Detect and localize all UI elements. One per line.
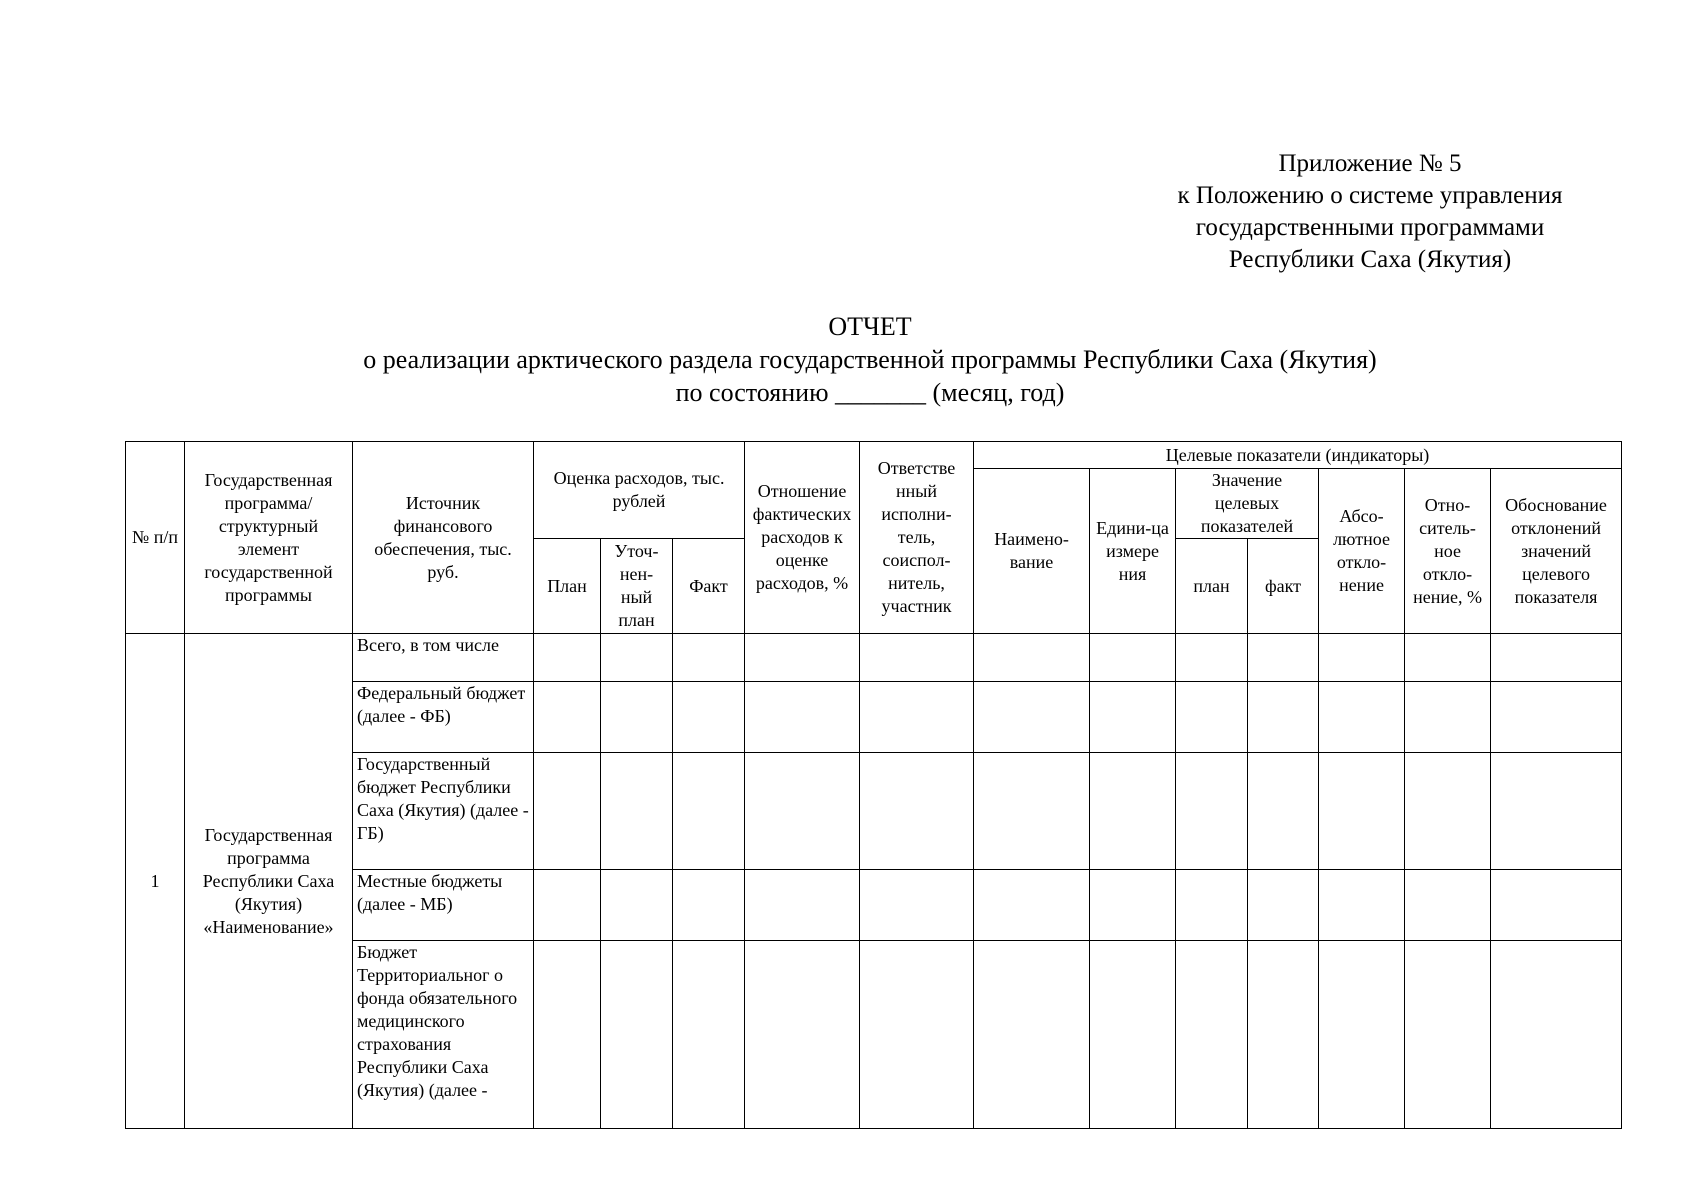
data-cell: [745, 941, 860, 1129]
data-cell: [1319, 682, 1405, 753]
data-cell: [1176, 753, 1248, 870]
data-cell: [534, 682, 601, 753]
data-cell: [1090, 941, 1176, 1129]
data-cell: [1176, 941, 1248, 1129]
data-cell: [534, 753, 601, 870]
row-program: Государственная программа Республики Саха (Якутия) «Наименование»: [185, 634, 353, 1129]
report-title: ОТЧЕТ: [828, 312, 912, 341]
data-cell: [601, 753, 673, 870]
header-plan: План: [534, 539, 601, 634]
header-responsible: Ответстве нный исполни-тель, соиспол-нитель, участник: [860, 442, 974, 634]
data-cell: [1405, 870, 1491, 941]
data-cell: [601, 941, 673, 1129]
data-cell: [1176, 870, 1248, 941]
data-cell: [601, 870, 673, 941]
report-date-line: по состоянию _______ (месяц, год): [675, 378, 1065, 407]
data-cell: [745, 753, 860, 870]
source-cell: Государственный бюджет Республики Саха (Якутия) (далее - ГБ): [353, 753, 534, 870]
data-cell: [1090, 634, 1176, 682]
data-cell: [601, 682, 673, 753]
header-rel-deviation: Отно-ситель-ное откло-нение, %: [1405, 469, 1491, 634]
header-cost-estimate: Оценка расходов, тыс. рублей: [534, 442, 745, 539]
report-table: [125, 441, 1622, 1129]
header-justification: Обоснование отклонений значений целевого показателя: [1491, 469, 1622, 634]
data-cell: [860, 941, 974, 1129]
data-cell: [745, 634, 860, 682]
data-cell: [1491, 634, 1622, 682]
data-cell: [860, 870, 974, 941]
data-cell: [974, 870, 1090, 941]
data-cell: [1248, 634, 1319, 682]
data-cell: [745, 682, 860, 753]
data-cell: [1090, 682, 1176, 753]
header-target-plan: план: [1176, 539, 1248, 634]
data-cell: [974, 941, 1090, 1129]
header-source: Источник финансового обеспечения, тыс. руб.: [353, 442, 534, 634]
data-cell: [745, 870, 860, 941]
appendix-header: [1120, 148, 1620, 276]
data-cell: [673, 870, 745, 941]
data-cell: [673, 634, 745, 682]
source-cell: Всего, в том числе: [353, 634, 534, 682]
data-cell: [1491, 682, 1622, 753]
data-cell: [974, 634, 1090, 682]
source-cell: Бюджет Территориальног о фонда обязательного медицинского страхования Республики Саха (Якутия) (далее -: [353, 941, 534, 1129]
data-cell: [534, 870, 601, 941]
data-cell: [1491, 941, 1622, 1129]
data-cell: [1176, 682, 1248, 753]
data-cell: [1405, 753, 1491, 870]
header-target-fact: факт: [1248, 539, 1319, 634]
data-cell: [1491, 870, 1622, 941]
data-cell: [1248, 941, 1319, 1129]
source-cell: Федеральный бюджет (далее - ФБ): [353, 682, 534, 753]
header-ratio: Отношение фактических расходов к оценке расходов, %: [745, 442, 860, 634]
appendix-reference: к Положению о системе управления: [1177, 182, 1563, 209]
data-cell: [1319, 753, 1405, 870]
data-cell: [1090, 870, 1176, 941]
data-cell: [534, 634, 601, 682]
header-program: Государственная программа/ структурный элемент государственной программы: [185, 442, 353, 634]
data-cell: [1176, 634, 1248, 682]
data-cell: [673, 753, 745, 870]
report-title-block: [200, 310, 1540, 409]
data-cell: [1090, 753, 1176, 870]
header-targets: Целевые показатели (индикаторы): [974, 442, 1622, 469]
data-cell: [1319, 870, 1405, 941]
data-cell: [860, 634, 974, 682]
row-num: 1: [126, 634, 185, 1129]
data-cell: [673, 682, 745, 753]
data-cell: [860, 753, 974, 870]
data-cell: [534, 941, 601, 1129]
data-cell: [1248, 682, 1319, 753]
data-cell: [974, 682, 1090, 753]
header-target-values: Значение целевых показателей: [1176, 469, 1319, 539]
appendix-reference-line2: государственными программами: [1195, 214, 1545, 241]
data-cell: [974, 753, 1090, 870]
data-cell: [1248, 753, 1319, 870]
data-cell: [1405, 682, 1491, 753]
table-row: [126, 634, 1622, 682]
data-cell: [1491, 753, 1622, 870]
appendix-number: Приложение № 5: [1278, 150, 1462, 177]
data-cell: [673, 941, 745, 1129]
appendix-reference-line3: Республики Саха (Якутия): [1228, 246, 1512, 273]
header-unit: Едини-ца измере ния: [1090, 469, 1176, 634]
data-cell: [860, 682, 974, 753]
data-cell: [1248, 870, 1319, 941]
header-refined-plan: Уточ-нен-ный план: [601, 539, 673, 634]
header-abs-deviation: Абсо-лютное откло-нение: [1319, 469, 1405, 634]
data-cell: [1405, 634, 1491, 682]
header-num: № п/п: [126, 442, 185, 634]
data-cell: [1319, 941, 1405, 1129]
data-cell: [601, 634, 673, 682]
data-cell: [1319, 634, 1405, 682]
source-cell: Местные бюджеты (далее - МБ): [353, 870, 534, 941]
header-fact: Факт: [673, 539, 745, 634]
header-name: Наимено-вание: [974, 469, 1090, 634]
report-subtitle: о реализации арктического раздела государственной программы Республики Саха (Якутия): [363, 345, 1377, 374]
data-cell: [1405, 941, 1491, 1129]
